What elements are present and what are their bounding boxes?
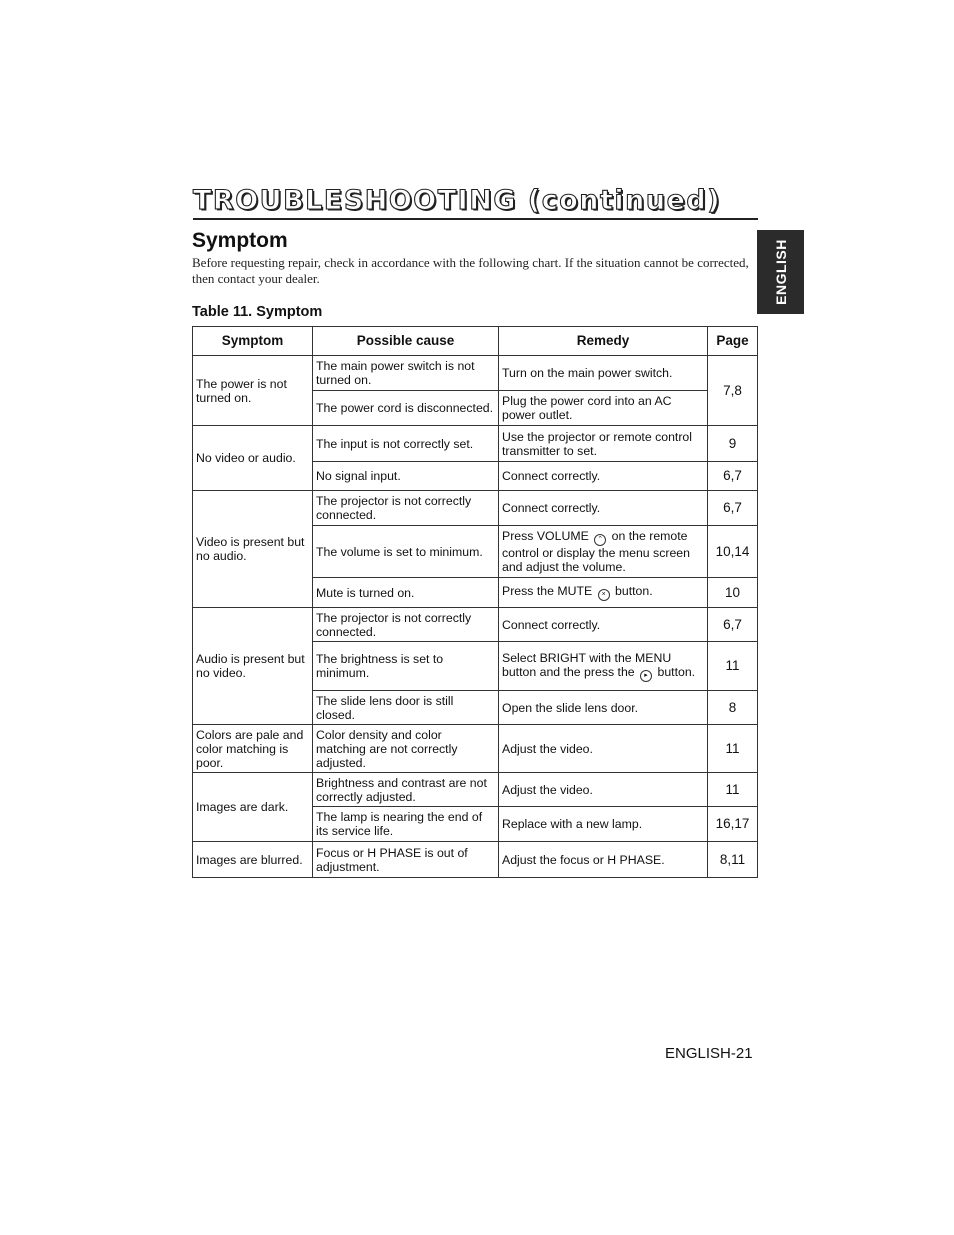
page-cell: 7,8 [708, 356, 758, 426]
table-row [193, 725, 758, 773]
remedy-text: on the remote control or display the menu screen and adjust the volume. [502, 529, 690, 574]
remedy-cell [499, 578, 708, 608]
page-cell: 11 [708, 642, 758, 691]
page-cell: 9 [708, 426, 758, 462]
symptom-cell: Video is present but no audio. [193, 491, 313, 608]
language-tab [757, 230, 804, 314]
remedy-text: Press the MUTE [502, 584, 593, 598]
page-cell: 11 [708, 725, 758, 773]
remedy-cell: Connect correctly. [499, 491, 708, 526]
remedy-cell: Adjust the focus or H PHASE. [499, 842, 708, 878]
symptom-cell: The power is not turned on. [193, 356, 313, 426]
play-arrow-icon: ▸ [640, 670, 652, 682]
table-row [193, 608, 758, 642]
cause-cell: The input is not correctly set. [313, 426, 499, 462]
page-cell: 16,17 [708, 807, 758, 842]
page-cell: 10 [708, 578, 758, 608]
page-cell: 8 [708, 691, 758, 725]
cause-cell: The projector is not correctly connected. [313, 608, 499, 642]
language-tab-label: ENGLISH [772, 239, 789, 305]
intro-paragraph: Before requesting repair, check in accordance with the following chart. If the situation cannot be corrected, then contact your dealer. [192, 255, 749, 286]
page-title [193, 182, 758, 220]
mute-icon: × [598, 589, 610, 601]
cause-cell: Mute is turned on. [313, 578, 499, 608]
cause-cell: Color density and color matching are not correctly adjusted. [313, 725, 499, 773]
symptom-cell: Colors are pale and color matching is poor. [193, 725, 313, 773]
page-title-text: TROUBLESHOOTING (continued) [193, 185, 722, 216]
cause-cell: Focus or H PHASE is out of adjustment. [313, 842, 499, 878]
cause-cell: Brightness and contrast are not correctly adjusted. [313, 773, 499, 807]
remedy-cell: Use the projector or remote control transmitter to set. [499, 426, 708, 462]
header-possible-cause: Possible cause [313, 327, 499, 356]
remedy-cell: Replace with a new lamp. [499, 807, 708, 842]
section-heading: Symptom [192, 229, 288, 252]
page-cell: 10,14 [708, 526, 758, 578]
remedy-text: Select BRIGHT with the MENU button and the press the [502, 650, 672, 679]
cause-cell: No signal input. [313, 462, 499, 491]
table-row [193, 491, 758, 526]
page-cell: 6,7 [708, 608, 758, 642]
page-cell: 8,11 [708, 842, 758, 878]
remedy-cell [499, 642, 708, 691]
cause-cell: The main power switch is not turned on. [313, 356, 499, 391]
remedy-text: button. [657, 664, 696, 679]
cause-cell: The lamp is nearing the end of its service life. [313, 807, 499, 842]
header-symptom: Symptom [193, 327, 313, 356]
table-caption: Table 11. Symptom [192, 304, 323, 320]
remedy-cell: Connect correctly. [499, 608, 708, 642]
volume-up-icon: ⌃ [594, 534, 606, 546]
cause-cell: The slide lens door is still closed. [313, 691, 499, 725]
header-page: Page [708, 327, 758, 356]
symptom-cell: Images are dark. [193, 773, 313, 842]
table-header-row [193, 327, 758, 356]
cause-cell: The volume is set to minimum. [313, 526, 499, 578]
remedy-cell: Adjust the video. [499, 773, 708, 807]
table-row [193, 356, 758, 391]
remedy-cell: Open the slide lens door. [499, 691, 708, 725]
symptom-table [192, 326, 758, 878]
page-cell: 6,7 [708, 491, 758, 526]
remedy-cell: Connect correctly. [499, 462, 708, 491]
page-cell: 11 [708, 773, 758, 807]
remedy-cell: Plug the power cord into an AC power outlet. [499, 391, 708, 426]
cause-cell: The projector is not correctly connected. [313, 491, 499, 526]
remedy-text: button. [615, 584, 653, 598]
remedy-cell [499, 526, 708, 578]
table-row [193, 842, 758, 878]
remedy-cell: Adjust the video. [499, 725, 708, 773]
symptom-cell: No video or audio. [193, 426, 313, 491]
symptom-cell: Audio is present but no video. [193, 608, 313, 725]
remedy-text: Press VOLUME [502, 529, 589, 543]
remedy-cell: Turn on the main power switch. [499, 356, 708, 391]
page-cell: 6,7 [708, 462, 758, 491]
page-number: ENGLISH-21 [665, 1045, 753, 1062]
header-remedy: Remedy [499, 327, 708, 356]
table-row [193, 773, 758, 807]
table-row [193, 426, 758, 462]
cause-cell: The power cord is disconnected. [313, 391, 499, 426]
symptom-cell: Images are blurred. [193, 842, 313, 878]
cause-cell: The brightness is set to minimum. [313, 642, 499, 691]
